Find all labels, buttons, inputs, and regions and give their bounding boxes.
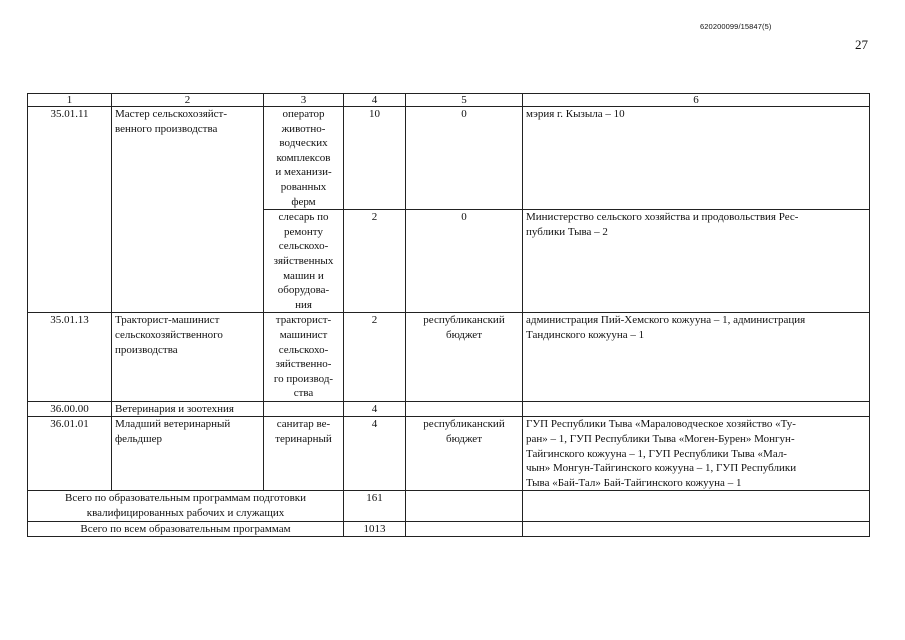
- total-value: 161: [344, 491, 406, 521]
- column-number: 4: [344, 94, 406, 107]
- employers: мэрия г. Кызыла – 10: [523, 107, 870, 210]
- column-number: 2: [112, 94, 264, 107]
- table-row: [28, 401, 870, 417]
- total-empty: [406, 491, 523, 521]
- program-name: Младший ветеринарный фельдшер: [112, 417, 264, 491]
- total-value: 1013: [344, 521, 406, 537]
- count: 4: [344, 417, 406, 491]
- program-name: Мастер сельскохозяйст- венного производства: [112, 107, 264, 313]
- count: 10: [344, 107, 406, 210]
- profession: слесарь по ремонту сельскохо- зяйственных машин и оборудова- ния: [264, 210, 344, 313]
- count: 2: [344, 210, 406, 313]
- total-empty: [523, 491, 870, 521]
- count: 4: [344, 401, 406, 417]
- total-row: [28, 491, 870, 521]
- funding-source: [406, 401, 523, 417]
- employers: администрация Пий-Хемского кожууна – 1, администрация Тандинского кожууна – 1: [523, 313, 870, 402]
- document-number: 620200099/15847(5): [700, 22, 772, 31]
- program-code: 36.01.01: [28, 417, 112, 491]
- programs-table: [27, 93, 870, 537]
- total-label: Всего по всем образовательным программам: [28, 521, 344, 537]
- funding-source: республиканский бюджет: [406, 417, 523, 491]
- page-number: 27: [855, 37, 868, 52]
- employers: ГУП Республики Тыва «Мараловодческое хозяйство «Ту- ран» – 1, ГУП Республики Тыва «Моген-Бурен» Монгун- Тайгинского кожууна – 1, ГУП Республики Тыва «Мал- чын» Монгун-Тайгинского кожууна – 1, ГУП Республики Тыва «Бай-Тал» Бай-Тайгинского кожууна – 1: [523, 417, 870, 491]
- employers: [523, 401, 870, 417]
- total-empty: [523, 521, 870, 537]
- table-row: [28, 107, 870, 210]
- column-number: 6: [523, 94, 870, 107]
- program-code: 36.00.00: [28, 401, 112, 417]
- profession: тракторист- машинист сельскохо- зяйственно- го производ- ства: [264, 313, 344, 402]
- funding-source: республиканский бюджет: [406, 313, 523, 402]
- column-number: 1: [28, 94, 112, 107]
- profession: [264, 401, 344, 417]
- total-empty: [406, 521, 523, 537]
- column-number-row: [28, 94, 870, 107]
- total-label: Всего по образовательным программам подготовки квалифицированных рабочих и служащих: [28, 491, 344, 521]
- program-code: 35.01.11: [28, 107, 112, 313]
- total-row: [28, 521, 870, 537]
- funding-source: 0: [406, 107, 523, 210]
- column-number: 5: [406, 94, 523, 107]
- program-name: Тракторист-машинист сельскохозяйственного производства: [112, 313, 264, 402]
- column-number: 3: [264, 94, 344, 107]
- employers: Министерство сельского хозяйства и продовольствия Рес- публики Тыва – 2: [523, 210, 870, 313]
- program-code: 35.01.13: [28, 313, 112, 402]
- profession: санитар ве- теринарный: [264, 417, 344, 491]
- profession: оператор животно- водческих комплексов и механизи- рованных ферм: [264, 107, 344, 210]
- table-row: [28, 313, 870, 402]
- program-name: Ветеринария и зоотехния: [112, 401, 264, 417]
- count: 2: [344, 313, 406, 402]
- table-row: [28, 417, 870, 491]
- funding-source: 0: [406, 210, 523, 313]
